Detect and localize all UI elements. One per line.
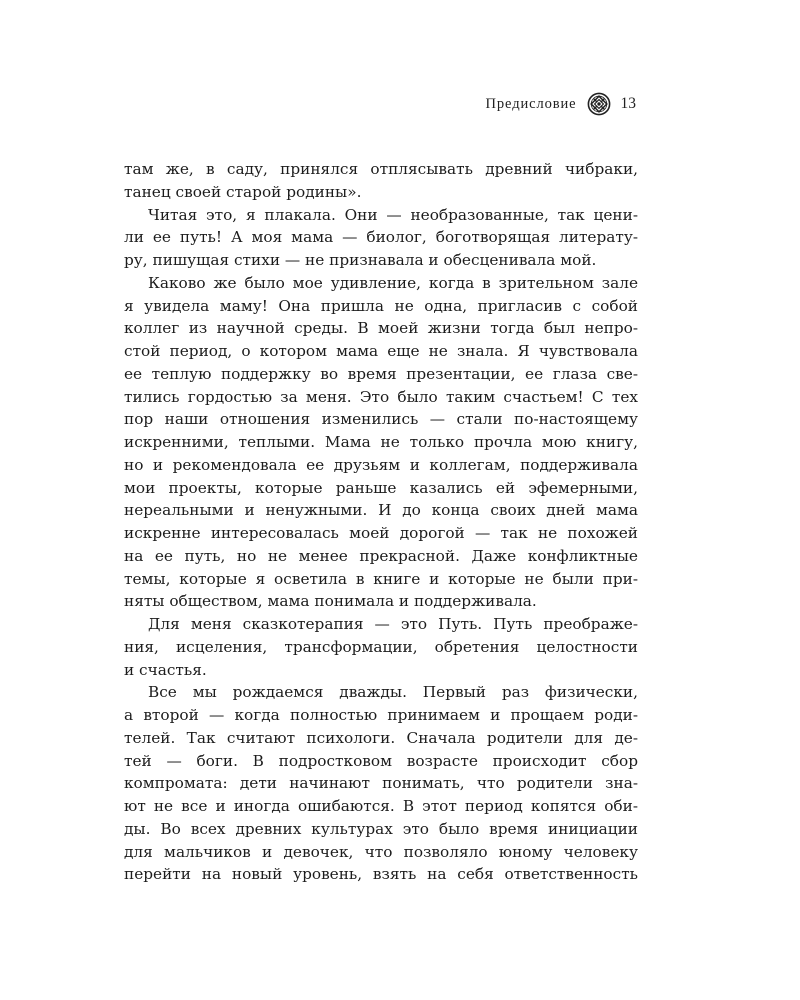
running-header [486, 92, 636, 116]
text-line: танец своей старой родины». [124, 182, 362, 201]
page-number: 13 [620, 95, 636, 112]
section-title: Предисловие [485, 95, 577, 112]
text-line: я увидела маму! Она пришла не одна, пригласив с собой [124, 296, 638, 315]
text-line: няты обществом, мама понимала и поддерживала. [124, 592, 537, 611]
text-line: телей. Так считают психологи. Сначала родители для де- [124, 728, 638, 747]
text-line: нереальными и ненужными. И до конца своих дней мама [124, 501, 638, 520]
text-line: ют не все и иногда ошибаются. В этот период копятся оби- [124, 797, 638, 815]
text-line: стой период, о котором мама еще не знала. Я чувствовала [124, 342, 638, 360]
text-line: мои проекты, которые раньше казались ей эфемерными, [124, 478, 638, 497]
text-line: искренними, теплыми. Мама не только прочла мою книгу, [124, 433, 638, 451]
text-line: для мальчиков и девочек, что позволяло юному человеку [124, 842, 638, 861]
body-text [124, 158, 638, 886]
text-line: тились гордостью за меня. Это было таким счастьем! С тех [124, 387, 638, 406]
text-line: перейти на новый уровень, взять на себя ответственность [124, 865, 638, 884]
text-line: ее теплую поддержку во время презентации, ее глаза све- [124, 364, 638, 383]
text-line: Для меня сказкотерапия — это Путь. Путь преображе- [148, 615, 638, 633]
text-line: но и рекомендовала ее друзьям и коллегам, поддерживала [124, 455, 638, 474]
text-line: ния, исцеления, трансформации, обретения целостности [124, 637, 638, 656]
text-line: ды. Во всех древних культурах это было время инициации [124, 819, 638, 838]
text-line: темы, которые я осветила в книге и которые не были при- [124, 569, 638, 588]
text-line: там же, в саду, принялся отплясывать древний чибраки, [124, 160, 638, 178]
text-line: и счастья. [124, 660, 207, 679]
text-line: компромата: дети начинают понимать, что родители зна- [124, 774, 638, 793]
text-line: на ее путь, но не менее прекрасной. Даже конфликтные [124, 546, 638, 565]
text-line: ру, пишущая стихи — не признавала и обесценивала мой. [124, 251, 597, 269]
text-line: пор наши отношения изменились — стали по-настоящему [124, 410, 638, 429]
text-line: коллег из научной среды. В моей жизни тогда был непро- [124, 319, 638, 338]
text-line: а второй — когда полностью принимаем и прощаем роди- [124, 706, 638, 724]
text-line: тей — боги. В подростковом возрасте происходит сбор [124, 751, 638, 770]
celtic-knot-icon [587, 92, 611, 116]
text-line: Все мы рождаемся дважды. Первый раз физически, [148, 683, 638, 702]
text-line: искренне интересовалась моей дорогой — так не похожей [124, 524, 638, 542]
text-line: ли ее путь! А моя мама — биолог, боготворящая литерату- [124, 228, 638, 247]
text-line: Каково же было мое удивление, когда в зрительном зале [148, 273, 638, 292]
text-line: Читая это, я плакала. Они — необразованные, так цени- [148, 205, 638, 224]
